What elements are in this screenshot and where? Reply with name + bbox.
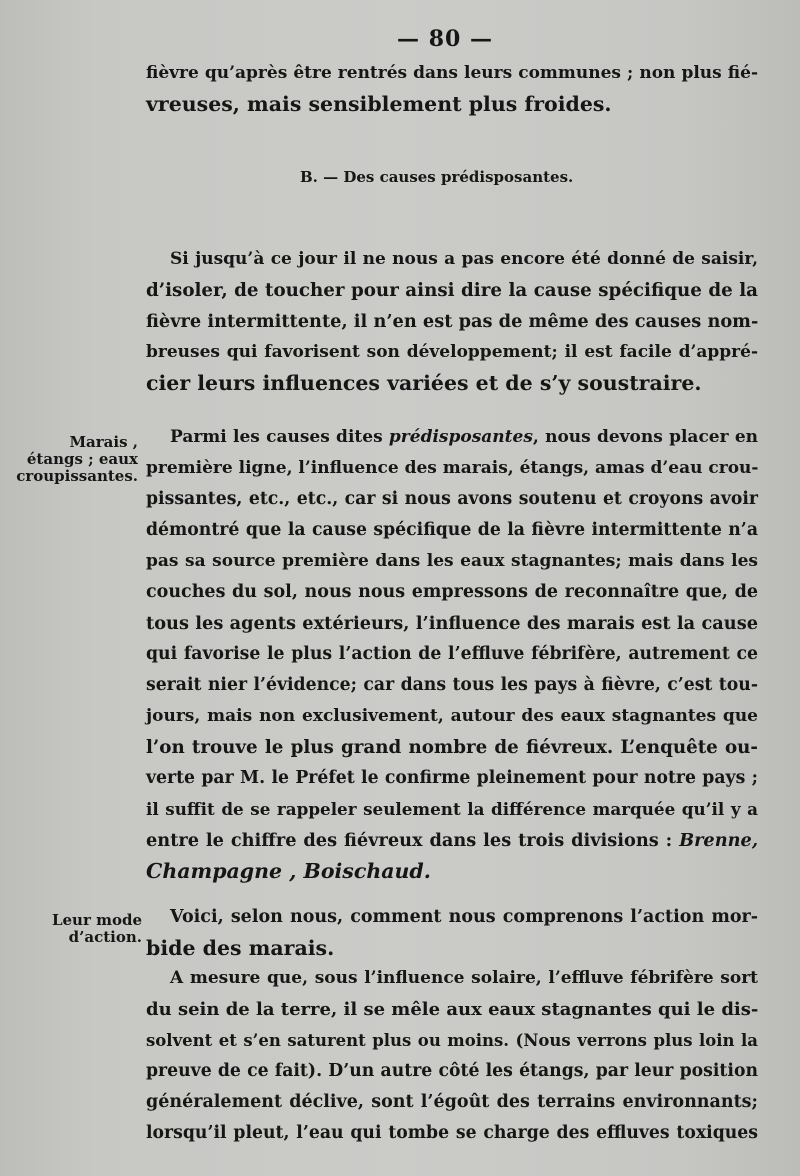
page-number: — 80 — (397, 26, 493, 52)
text-line: fièvre qu’après être rentrés dans leurs communes ; non plus fié- (146, 63, 758, 83)
margin-note-line: étangs ; eaux (26, 450, 138, 468)
text-line: cier leurs influences variées et de s’y soustraire. (146, 371, 702, 395)
text-line: entre le chiffre des fiévreux dans les trois divisions : Brenne, (146, 830, 758, 851)
italic-term: prédisposantes (388, 427, 533, 447)
text-line: du sein de la terre, il se mêle aux eaux stagnantes qui le dis- (146, 999, 759, 1020)
italic-term: Brenne, (679, 830, 758, 851)
paragraph-4 (146, 902, 758, 964)
text-line: généralement déclive, sont l’égoût des terrains environnants; (146, 1092, 758, 1112)
italic-term: Champagne , Boischaud. (146, 859, 431, 883)
text-line: lorsqu’il pleut, l’eau qui tombe se charge des effluves toxiques (146, 1123, 758, 1143)
paragraph-2 (146, 244, 758, 399)
text-line: fièvre intermittente, il n’en est pas de même des causes nom- (146, 311, 759, 332)
text-line: breuses qui favorisent son développement; il est facile d’appré- (146, 342, 758, 362)
text-line: qui favorise le plus l’action de l’effluve fébrifère, autrement ce (146, 644, 758, 664)
text-line: Voici, selon nous, comment nous comprenons l’action mor- (170, 907, 758, 927)
margin-note-line: Marais , (69, 433, 138, 451)
text-line: première ligne, l’influence des marais, étangs, amas d’eau crou- (146, 458, 759, 478)
text-line: bide des marais. (146, 936, 335, 960)
text-line: vreuses, mais sensiblement plus froides. (146, 92, 612, 116)
margin-note-marais (16, 434, 138, 485)
text-line: il suffit de se rappeler seulement la différence marquée qu’il y a (146, 799, 758, 819)
text-line: couches du sol, nous nous empressons de reconnaître que, de (146, 582, 758, 602)
text-line: A mesure que, sous l’influence solaire, l’effluve fébrifère sort (170, 968, 758, 988)
text-line: pissantes, etc., etc., car si nous avons soutenu et croyons avoir (146, 489, 758, 509)
text-line: Si jusqu’à ce jour il ne nous a pas encore été donné de saisir, (170, 249, 758, 269)
text-line (146, 856, 758, 887)
text-line: verte par M. le Préfet le confirme pleinement pour notre pays ; (146, 768, 758, 788)
paragraph-5 (146, 963, 758, 1149)
text-line: d’isoler, de toucher pour ainsi dire la cause spécifique de la (146, 280, 758, 301)
margin-note-mode-action (52, 912, 142, 946)
paragraph-1 (146, 58, 758, 120)
margin-note-line: d’action. (68, 928, 142, 946)
text-line: l’on trouve le plus grand nombre de fiévreux. L’enquête ou- (146, 737, 758, 758)
text-line: serait nier l’évidence; car dans tous les pays à fièvre, c’est tou- (146, 675, 758, 695)
text-line: démontré que la cause spécifique de la fièvre intermittente n’a (146, 520, 758, 540)
text-line: preuve de ce fait). D’un autre côté les étangs, par leur position (146, 1061, 758, 1081)
margin-note-line: Leur mode (51, 911, 142, 929)
text-line: Parmi les causes dites prédisposantes, nous devons placer en (170, 427, 759, 447)
margin-note-line: croupissantes. (16, 467, 138, 485)
text-line: jours, mais non exclusivement, autour des eaux stagnantes que (146, 706, 758, 726)
text-line: solvent et s’en saturent plus ou moins. (Nous verrons plus loin la (146, 1031, 758, 1050)
section-heading: B. — Des causes prédisposantes. (300, 168, 574, 186)
paragraph-3 (146, 422, 758, 887)
text-line: pas sa source première dans les eaux stagnantes; mais dans les (146, 551, 758, 571)
text-line: tous les agents extérieurs, l’influence des marais est la cause (146, 613, 758, 634)
